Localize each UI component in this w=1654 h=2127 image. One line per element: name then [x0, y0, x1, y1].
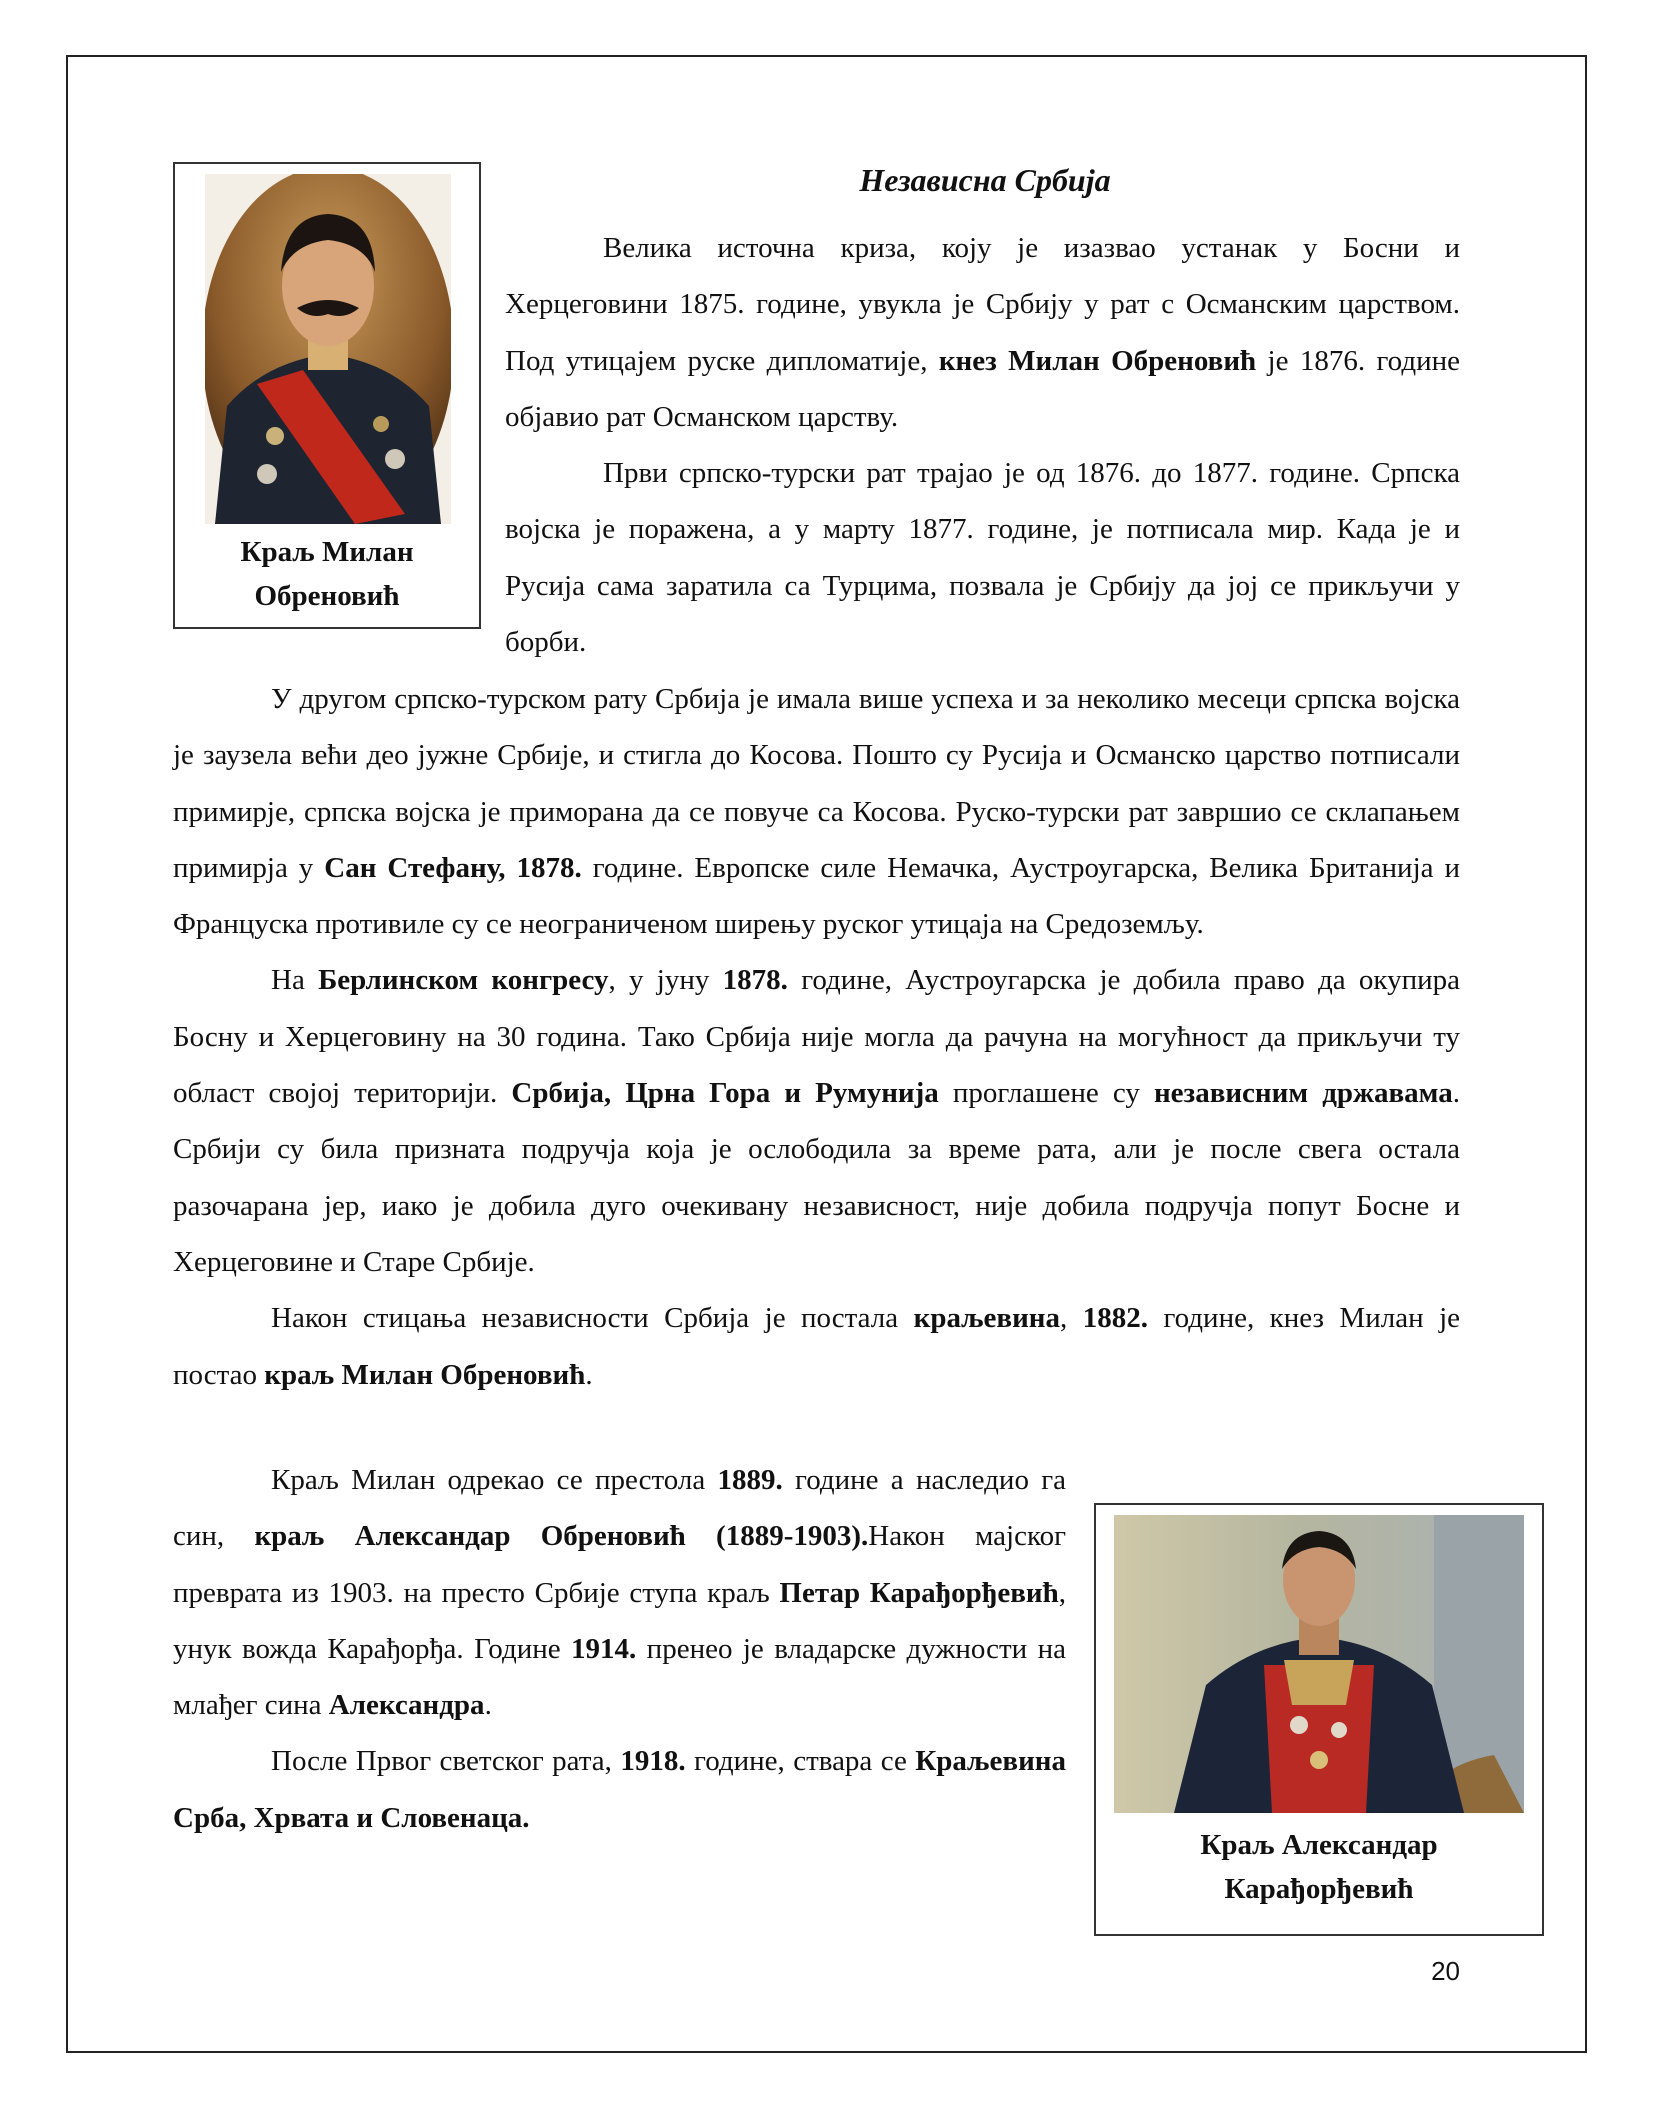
bold-text: Петар Карађорђевић	[779, 1576, 1059, 1609]
bold-text: кнез Милан Обреновић	[938, 344, 1257, 377]
main-text-block	[173, 671, 1460, 1403]
paragraph	[173, 1733, 1066, 1846]
bold-text: 1882.	[1082, 1302, 1148, 1335]
bold-text: 1889.	[717, 1464, 783, 1496]
text-run: проглашене су	[938, 1077, 1154, 1110]
text-run: године, ствара се	[685, 1745, 916, 1778]
text-run: године, Аустроугарска је добила право да окупира Босну и Херцеговину на 30 година. Тако Србија није могла да рачуна на могућност да прикључи ту област својој територији.	[173, 964, 1461, 1110]
paragraph	[173, 671, 1460, 952]
portrait-aleksandar-caption	[1096, 1823, 1542, 1911]
bold-text: 1918.	[620, 1745, 686, 1778]
paragraph	[173, 1452, 1066, 1733]
text-run: године, кнез Милан је постао	[173, 1302, 1460, 1391]
text-run: Краљ Милан одрекао се престола	[271, 1464, 718, 1496]
bold-text: Краљевина Срба, Хрвата и Словенаца.	[173, 1745, 1066, 1834]
text-run: Први српско-турски рат трајао је од 1876. до 1877. године. Српска војска је поражена, а у марту 1877. године, је потписала мир. Када је и Русија сама заратила са Турцима, позвала је Србију да јој се прикључи у борби.	[505, 457, 1460, 659]
text-run: , унук вожда Карађорђа. Године	[173, 1576, 1066, 1665]
text-run: У другом српско-турском рату Србија је имала више успеха и за неколико месеци српска војска је заузела већи део јужне Србије, и стигла до Косова. Пошто су Русија и Османско царство потписали примирје, српска војска је приморана да се повуче са Косова. Руско-турски рат завршио се склапањем примирја у	[173, 683, 1460, 884]
text-run: . Србији су била призната подручја која је ослободила за време рата, али је после свега остала разочарана јер, иако је добила дуго очекивану независност, није добила подручја попут Босне и Херцеговине и Старе Србије.	[173, 1077, 1460, 1278]
text-run: , у јуну	[608, 964, 723, 997]
caption-line: Краљ Милан	[240, 536, 414, 568]
paragraph	[173, 952, 1460, 1290]
bold-text: 1878.	[722, 964, 788, 997]
bold-text: Сан Стефану, 1878.	[324, 851, 582, 884]
paragraph	[173, 1290, 1460, 1403]
bold-text: 1914.	[571, 1632, 637, 1665]
bold-text: Александра	[328, 1689, 485, 1722]
lower-text-block	[173, 1452, 1066, 1846]
bold-text: краљ Милан Обреновић	[264, 1358, 586, 1391]
caption-line: Обреновић	[254, 580, 400, 612]
text-run: године. Европске силе Немачка, Аустроугарска, Велика Британија и Француска противиле су се неограниченом ширењу руског утицаја на Средоземљу.	[173, 851, 1460, 941]
caption-line: Краљ Александар	[1200, 1829, 1438, 1861]
portrait-milan-caption	[175, 530, 479, 618]
upper-text-block	[505, 220, 1460, 670]
portrait-figure-milan	[173, 162, 481, 629]
text-run: године а наследио га син,	[173, 1464, 1066, 1553]
bold-text: независним државама	[1153, 1077, 1453, 1110]
text-run: пренео је владарске дужности на млађег сина	[173, 1632, 1066, 1722]
text-run: ,	[1060, 1302, 1083, 1335]
text-run: После Првог светског рата,	[271, 1745, 621, 1778]
bold-text: краљ Александар Обреновић (1889-1903).	[254, 1520, 869, 1553]
text-run: На	[271, 964, 319, 997]
caption-line: Карађорђевић	[1224, 1873, 1414, 1905]
text-run: Након мајског преврата из 1903. на престо Србије ступа краљ	[173, 1520, 1066, 1609]
text-run: Након стицања независности Србија је постала	[271, 1302, 914, 1335]
page-title: Независна Србија	[859, 162, 1111, 198]
bold-text: Србија, Црна Гора и Румунија	[511, 1077, 939, 1110]
text-run: Велика источна криза, коју је изазвао устанак у Босни и Херцеговини 1875. године, увукла је Србију у рат с Османским царством. Под утицајем руске дипломатије,	[505, 232, 1460, 377]
portrait-milan-image	[205, 174, 451, 524]
portrait-aleksandar-image	[1114, 1515, 1524, 1813]
paragraph	[505, 445, 1460, 670]
paragraph	[505, 220, 1460, 445]
text-run: .	[585, 1358, 593, 1391]
bold-text: Берлинском конгресу	[318, 964, 609, 997]
page-number: 20	[1431, 1956, 1460, 1986]
portrait-figure-aleksandar	[1094, 1503, 1544, 1936]
text-run: је 1876. године објавио рат Османском царству.	[505, 344, 1460, 433]
bold-text: краљевина	[913, 1302, 1061, 1335]
text-run: .	[484, 1689, 492, 1722]
